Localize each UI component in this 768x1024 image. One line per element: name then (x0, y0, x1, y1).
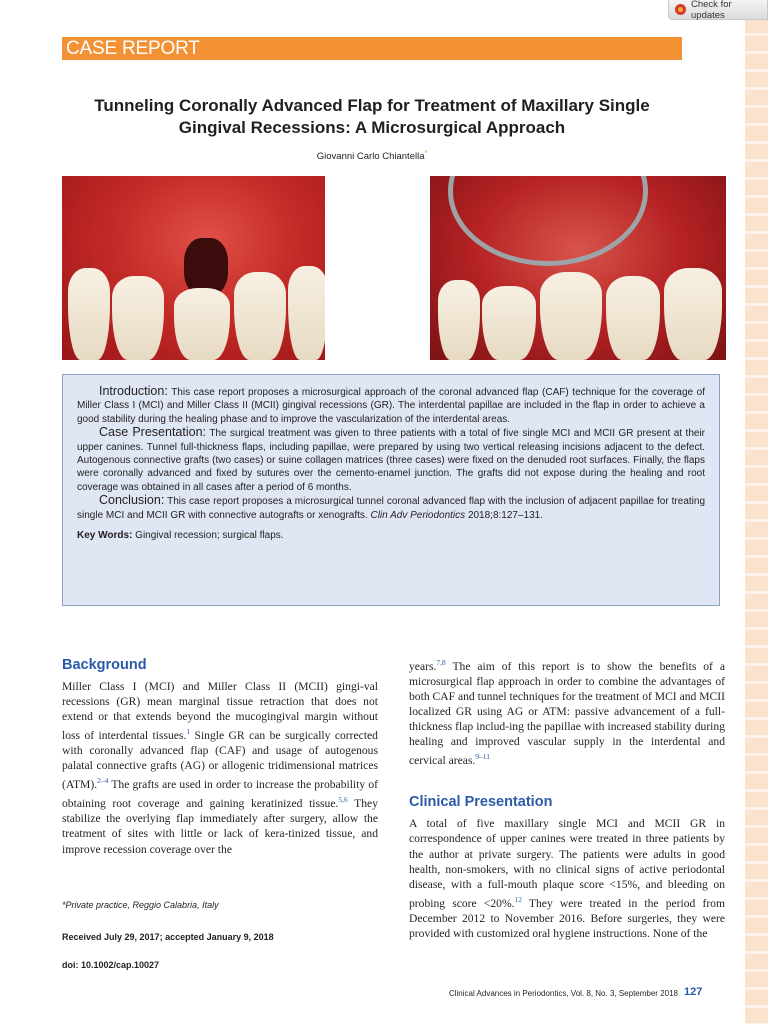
key-words-label: Key Words: (77, 530, 133, 542)
crossmark-icon (675, 4, 686, 15)
citation-journal: Clin Adv Periodontics (370, 509, 466, 521)
clinical-photo-left (62, 176, 325, 360)
author-name: Giovanni Carlo Chiantella (316, 151, 425, 163)
section-label-bar: CASE REPORT (62, 37, 682, 60)
abstract-introduction (77, 385, 705, 426)
abstract-conclusion (77, 494, 705, 522)
clinical-presentation-paragraph: A total of five maxillary single MCI and MCII GR in correspondence of upper canines were treated in three patients by the author at private surgery. The patients were adults in good health, non-smokers, with no clinical signs of active periodontal disease, with a full-mouth plaque score <15%, and bleeding on probing score <20%.$^{12}$ They were treated in the period from December 2012 to November 2016. Before surgeries, they were provided with customized oral hygiene instructions. None of the (409, 817, 725, 940)
reference-link[interactable]: 2–4 (97, 776, 109, 786)
abstract-case-presentation (77, 426, 705, 494)
article-title: Tunneling Coronally Advanced Flap for Treatment of Maxillary Single Gingival Recessions: A Microsurgical Approach (94, 96, 650, 137)
affiliation-footnote: *Private practice, Reggio Calabria, Italy (62, 900, 219, 910)
right-column (409, 655, 725, 941)
abstract-box (62, 374, 720, 606)
reference-link[interactable]: 12 (514, 894, 522, 904)
citation-details: 2018;8:127–131. (467, 509, 544, 521)
abstract-case-presentation-label: Case Presentation: (99, 425, 207, 440)
check-for-updates-label: Check for updates (691, 0, 732, 21)
author-line (62, 150, 682, 162)
abstract-conclusion-label: Conclusion: (99, 493, 165, 508)
reference-link[interactable]: 5,6 (338, 795, 348, 805)
abstract-conclusion-text: This case report proposes a microsurgical tunnel coronal advanced flap with the inclusion of adjacent papillae for treating single MCI and MCII GR with connective autografts or xenografts. (77, 496, 705, 521)
author-affiliation-mark: * (424, 150, 428, 157)
clinical-photo-right (430, 176, 726, 360)
reference-link[interactable]: 9–11 (475, 752, 491, 762)
background-continuation: years.$^{7,8}$ The aim of this report is to show the benefits of a microsurgical flap approach in order to combine the advantages of both CAF and tunnel techniques for the treatment of MCI and MCII localized GR using AG or ATM: passive advancement of a full-thickness flap includ-ing the papillae with increased stability during healing and improved vascular supply in the interdental and cervical areas.$^{9-11}$ (409, 658, 725, 768)
abstract-introduction-label: Introduction: (99, 384, 168, 398)
key-words (77, 529, 705, 542)
left-column (62, 655, 378, 857)
abstract-case-presentation-text: The surgical treatment was given to three patients with a total of five single MCI and MCII GR present at their upper canines. Tunnel full-thickness flaps, including papillae, were prepared by using two vertical releasing incisions adjacent to the defect. Autogenous connective grafts (two cases) or suine collagen matrices (three cases) were fixed on the denuded root surfaces. Finally, the flaps were coronally advanced and fixed by sutures over the cemento-enamel junction. The grafts did not expose during the healing and root coverage was obtained in all cases after a period of 6 months. (77, 428, 706, 493)
key-words-text: Gingival recession; surgical flaps. (135, 530, 284, 542)
background-paragraph: Miller Class I (MCI) and Miller Class II (MCII) gingi-val recessions (GR) mean marginal tissue retraction that does not extend or that extends beyond the mucogingival margin without loss of interdental tissues.$^1$ Single GR can be surgically corrected with coronally advanced flap (CAF) and usage of autogenous palatal connective grafts (AG) or allogenic tridimensional matrices (ATM).$^{2-4}$ The grafts are used in order to increase the probability of obtaining root coverage and gaining keratinized tissue.$^{5,6}$ They stabilize the overlying flap immediately after surgery, allow the treatment of sites with little or lack of kera-tinized tissue, and improve recession coverage over the (62, 680, 379, 856)
doi-link[interactable]: doi: 10.1002/cap.10027 (62, 960, 160, 970)
check-for-updates-badge[interactable] (668, 0, 768, 20)
clinical-presentation-heading: Clinical Presentation (409, 794, 553, 811)
background-heading: Background (62, 657, 147, 673)
received-dates: Received July 29, 2017; accepted January 9, 2018 (62, 932, 274, 942)
abstract-introduction-text: This case report proposes a microsurgical approach of the coronal advanced flap (CAF) technique for the coverage of Miller Class I (MCI) and Miller Class II (MCII) gingival recessions (GR). The interdental papillae are included in the flap in order to achieve a good stability during the healing phase and to improve the vascularization of the interdental areas. (77, 387, 705, 425)
reference-link[interactable]: 1 (186, 727, 191, 737)
page-number: 127 (684, 986, 703, 998)
side-decoration-stripe (745, 0, 768, 1024)
journal-footer: Clinical Advances in Periodontics, Vol. 8, No. 3, September 2018 (448, 989, 678, 998)
reference-link[interactable]: 7,8 (436, 658, 446, 667)
